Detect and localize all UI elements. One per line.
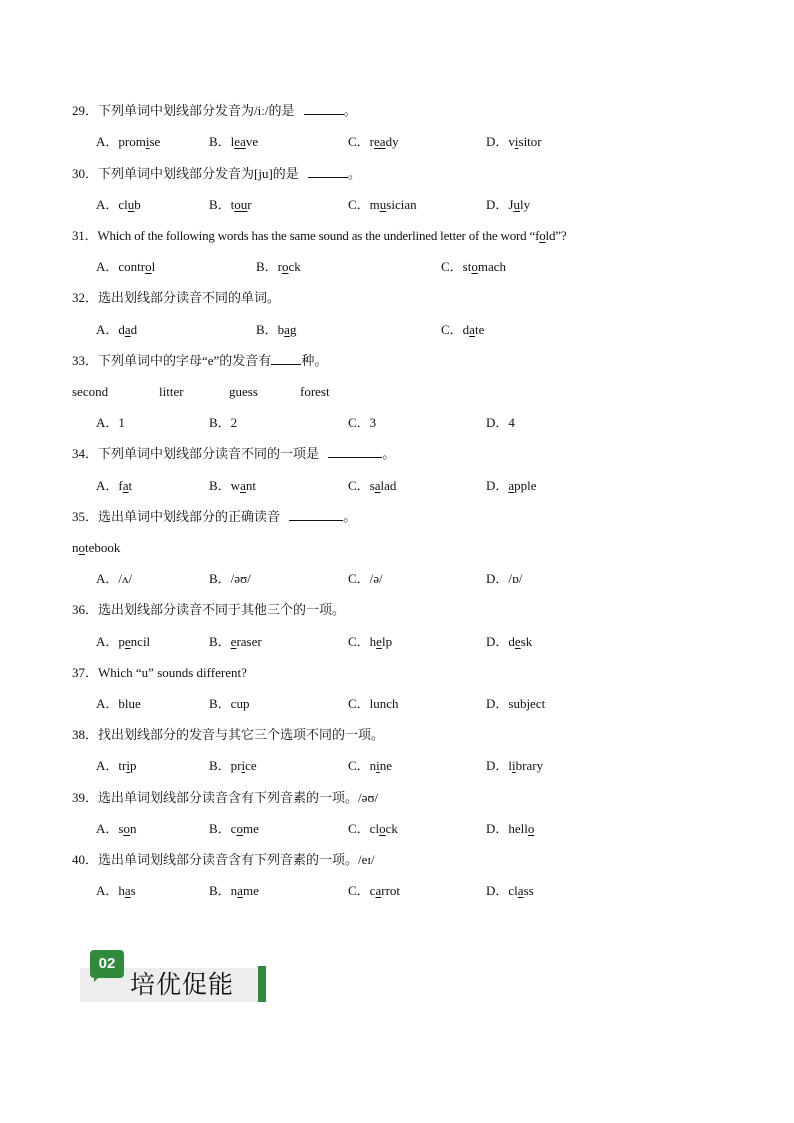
option-a: A．1 <box>96 415 125 430</box>
word-item: forest <box>300 384 330 399</box>
option-a: A．trip <box>96 758 137 773</box>
option-b: B．leave <box>209 134 259 149</box>
section-header-accent-bar <box>258 966 266 1002</box>
option-b: B．cup <box>209 696 250 711</box>
question-text: 32．选出划线部分读音不同的单词。 <box>72 290 281 305</box>
option-c: C．ready <box>348 134 399 149</box>
option-b: B．eraser <box>209 634 262 649</box>
option-d: D．class <box>486 883 534 898</box>
option-b: B．/əʊ/ <box>209 571 251 586</box>
question-32 <box>72 290 280 306</box>
option-c: C．/ə/ <box>348 571 383 586</box>
question-37 <box>72 665 247 681</box>
question-underlined: o <box>539 228 546 243</box>
word-item: guess <box>229 384 258 399</box>
option-a: A．/ʌ/ <box>96 571 133 586</box>
option-a: A．blue <box>96 696 141 711</box>
option-d: D．subject <box>486 696 546 711</box>
option-b: B．price <box>209 758 257 773</box>
question-31 <box>72 228 566 244</box>
option-c: C．3 <box>348 415 377 430</box>
option-d: D．desk <box>486 634 533 649</box>
question-text-end: 。 <box>382 446 396 461</box>
question-text-end: 。 <box>343 509 357 524</box>
question-text: 30．下列单词中划线部分发音为[ju]的是 <box>72 166 299 181</box>
option-a: A．club <box>96 197 141 212</box>
section-title: 培优促能 <box>130 970 235 999</box>
question-text: 38．找出划线部分的发音与其它三个选项不同的一项。 <box>72 727 385 742</box>
option-c: C．stomach <box>441 259 506 274</box>
option-b: B．come <box>209 821 259 836</box>
option-b: B．bag <box>256 322 297 337</box>
answer-blank <box>308 166 348 178</box>
option-b: B．want <box>209 478 256 493</box>
question-text: 40．选出单词划线部分读音含有下列音素的一项。/eɪ/ <box>72 852 375 867</box>
option-c: C．carrot <box>348 883 401 898</box>
word-item: second <box>72 384 109 399</box>
question-36 <box>72 602 345 618</box>
question-text: 39．选出单词划线部分读音含有下列音素的一项。/əʊ/ <box>72 790 379 805</box>
question-text: 33．下列单词中的字母“e”的发音有 <box>72 353 272 368</box>
question-text-end: 。 <box>348 166 362 181</box>
option-d: D．/ɒ/ <box>486 571 523 586</box>
question-39 <box>72 790 378 806</box>
answer-blank <box>304 103 344 115</box>
option-c: C．help <box>348 634 393 649</box>
question-33 <box>72 353 327 369</box>
option-b: B．rock <box>256 259 301 274</box>
question-40 <box>72 852 375 868</box>
option-c: C．salad <box>348 478 397 493</box>
option-a: A．control <box>96 259 156 274</box>
option-a: A．pencil <box>96 634 151 649</box>
question-text-end: 。 <box>343 103 357 118</box>
option-b: B．tour <box>209 197 252 212</box>
option-a: A．fat <box>96 478 133 493</box>
option-c: C．musician <box>348 197 417 212</box>
question-text: 35．选出单词中划线部分的正确读音 <box>72 509 281 524</box>
option-a: A．dad <box>96 322 138 337</box>
answer-blank <box>271 353 301 365</box>
option-d: D．4 <box>486 415 515 430</box>
option-b: B．2 <box>209 415 238 430</box>
option-b: B．name <box>209 883 259 898</box>
question-text-end: ld”? <box>545 228 567 243</box>
option-c: C．lunch <box>348 696 399 711</box>
question-35 <box>72 509 356 525</box>
answer-blank <box>328 446 382 458</box>
badge-tail-shape <box>94 976 106 982</box>
question-34 <box>72 446 395 462</box>
option-d: D．apple <box>486 478 537 493</box>
word-item: litter <box>159 384 184 399</box>
answer-blank <box>289 509 343 521</box>
question-29 <box>72 103 357 119</box>
target-word: notebook <box>72 540 121 555</box>
question-text: 36．选出划线部分读音不同于其他三个的一项。 <box>72 602 346 617</box>
option-a: A．has <box>96 883 136 898</box>
option-a: A．son <box>96 821 137 836</box>
option-c: C．date <box>441 322 485 337</box>
option-d: D．visitor <box>486 134 542 149</box>
section-number-badge: 02 <box>90 950 124 978</box>
option-c: C．clock <box>348 821 398 836</box>
section-header <box>80 950 270 1004</box>
option-d: D．library <box>486 758 544 773</box>
option-a: A．promise <box>96 134 161 149</box>
question-text-end: 种。 <box>301 353 328 368</box>
question-text: 29．下列单词中划线部分发音为/iː/的是 <box>72 103 295 118</box>
question-text: 37．Which “u” sounds different? <box>72 665 247 680</box>
question-30 <box>72 166 361 182</box>
question-text: 31．Which of the following words has the same sound as the underlined letter of the word “f <box>72 228 540 243</box>
option-c: C．nine <box>348 758 393 773</box>
option-d: D．July <box>486 197 531 212</box>
option-d: D．hello <box>486 821 535 836</box>
question-text: 34．下列单词中划线部分读音不同的一项是 <box>72 446 320 461</box>
question-38 <box>72 727 384 743</box>
